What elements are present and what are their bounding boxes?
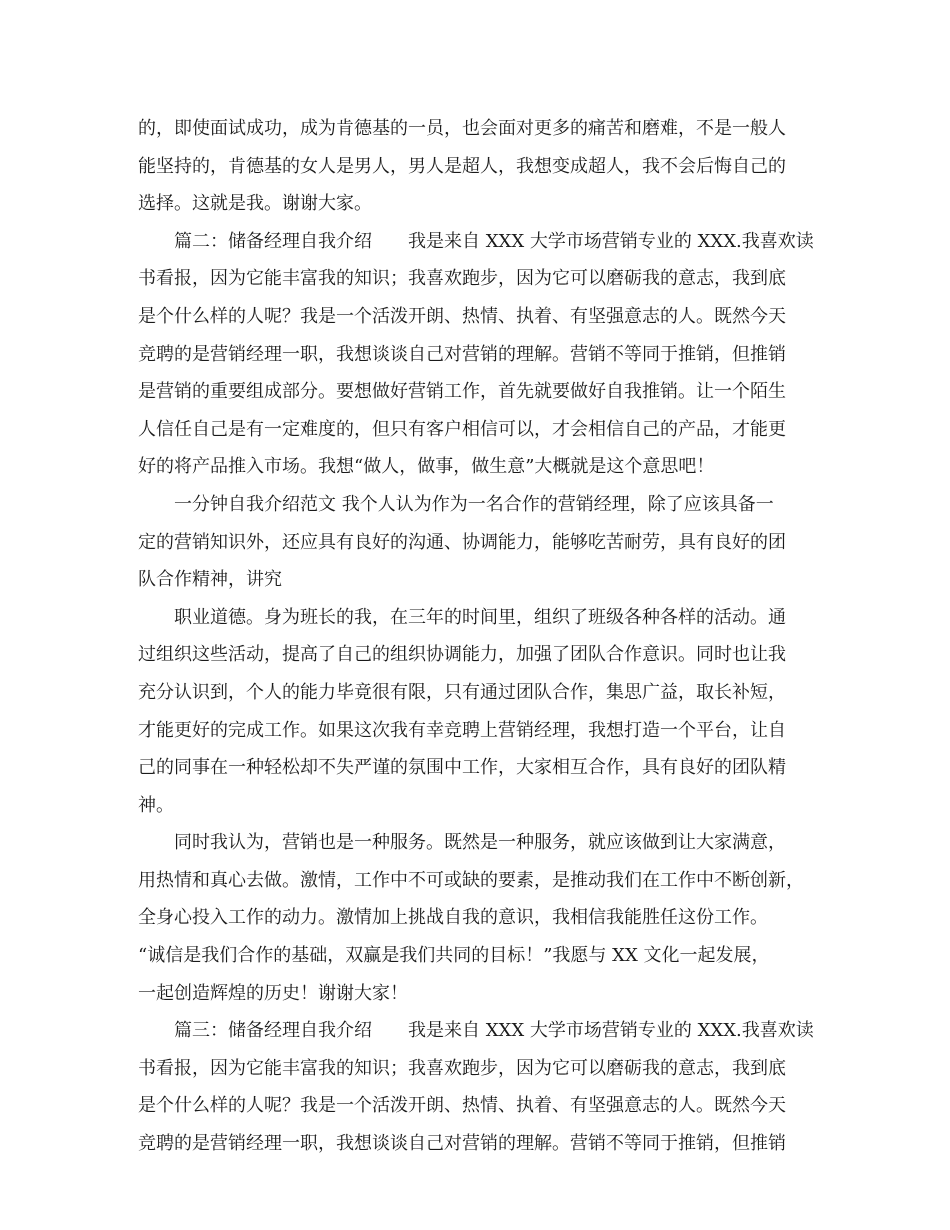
text-line: 好的将产品推入市场。我想“做人，做事，做生意”大概就是这个意思吧！: [138, 456, 715, 478]
text-line: 同时我认为，营销也是一种服务。既然是一种服务，就应该做到让大家满意，: [174, 832, 786, 854]
text-line: 一起创造辉煌的历史！谢谢大家！: [138, 982, 408, 1004]
text-line: 是个什么样的人呢？我是一个活泼开朗、热情、执着、有坚强意志的人。既然今天: [138, 305, 786, 327]
text-line: 全身心投入工作的动力。激情加上挑战自我的意识，我相信我能胜任这份工作。: [138, 907, 768, 929]
text-line: 用热情和真心去做。激情，工作中不可或缺的要素，是推动我们在工作中不断创新，: [138, 869, 804, 891]
text-line: 一分钟自我介绍范文 我个人认为作为一名合作的营销经理，除了应该具备一: [174, 493, 774, 515]
text-line: “诚信是我们合作的基础，双赢是我们共同的目标！”我愿与 XX 文化一起发展，: [138, 945, 770, 967]
text-line: 篇二：储备经理自我介绍 我是来自 XXX 大学市场营销专业的 XXX.我喜欢读: [174, 230, 814, 252]
text-line: 篇三：储备经理自我介绍 我是来自 XXX 大学市场营销专业的 XXX.我喜欢读: [174, 1020, 814, 1042]
text-line: 能坚持的，肯德基的女人是男人，男人是超人，我想变成超人，我不会后悔自己的: [138, 155, 786, 177]
text-line: 的，即使面试成功，成为肯德基的一员，也会面对更多的痛苦和磨难，不是一般人: [138, 118, 786, 139]
text-line: 是营销的重要组成部分。要想做好营销工作，首先就要做好自我推销。让一个陌生: [138, 381, 786, 403]
text-line: 书看报，因为它能丰富我的知识；我喜欢跑步，因为它可以磨砺我的意志，我到底: [138, 1057, 786, 1079]
text-line: 神。: [138, 794, 174, 816]
text-line: 是个什么样的人呢？我是一个活泼开朗、热情、执着、有坚强意志的人。既然今天: [138, 1095, 786, 1117]
text-line: 充分认识到，个人的能力毕竟很有限，只有通过团队合作，集思广益，取长补短，: [138, 681, 786, 703]
text-line: 过组织这些活动，提高了自己的组织协调能力，加强了团队合作意识。同时也让我: [138, 644, 786, 666]
text-line: 竞聘的是营销经理一职，我想谈谈自己对营销的理解。营销不等同于推销，但推销: [138, 343, 786, 365]
text-line: 才能更好的完成工作。如果这次我有幸竞聘上营销经理，我想打造一个平台，让自: [138, 719, 786, 741]
text-line: 职业道德。身为班长的我，在三年的时间里，组织了班级各种各样的活动。通: [174, 606, 786, 628]
text-line: 选择。这就是我。谢谢大家。: [138, 193, 372, 215]
text-line: 竞聘的是营销经理一职，我想谈谈自己对营销的理解。营销不等同于推销，但推销: [138, 1133, 786, 1155]
text-line: 队合作精神，讲究: [138, 569, 282, 591]
text-line: 己的同事在一种轻松却不失严谨的氛围中工作，大家相互合作，具有良好的团队精: [138, 757, 786, 779]
document-body: [138, 110, 828, 1163]
text-line: 书看报，因为它能丰富我的知识；我喜欢跑步，因为它可以磨砺我的意志，我到底: [138, 268, 786, 290]
text-line: 定的营销知识外，还应具有良好的沟通、协调能力，能够吃苦耐劳，具有良好的团: [138, 531, 786, 553]
text-line: 人信任自己是有一定难度的，但只有客户相信可以，才会相信自己的产品，才能更: [138, 418, 786, 440]
